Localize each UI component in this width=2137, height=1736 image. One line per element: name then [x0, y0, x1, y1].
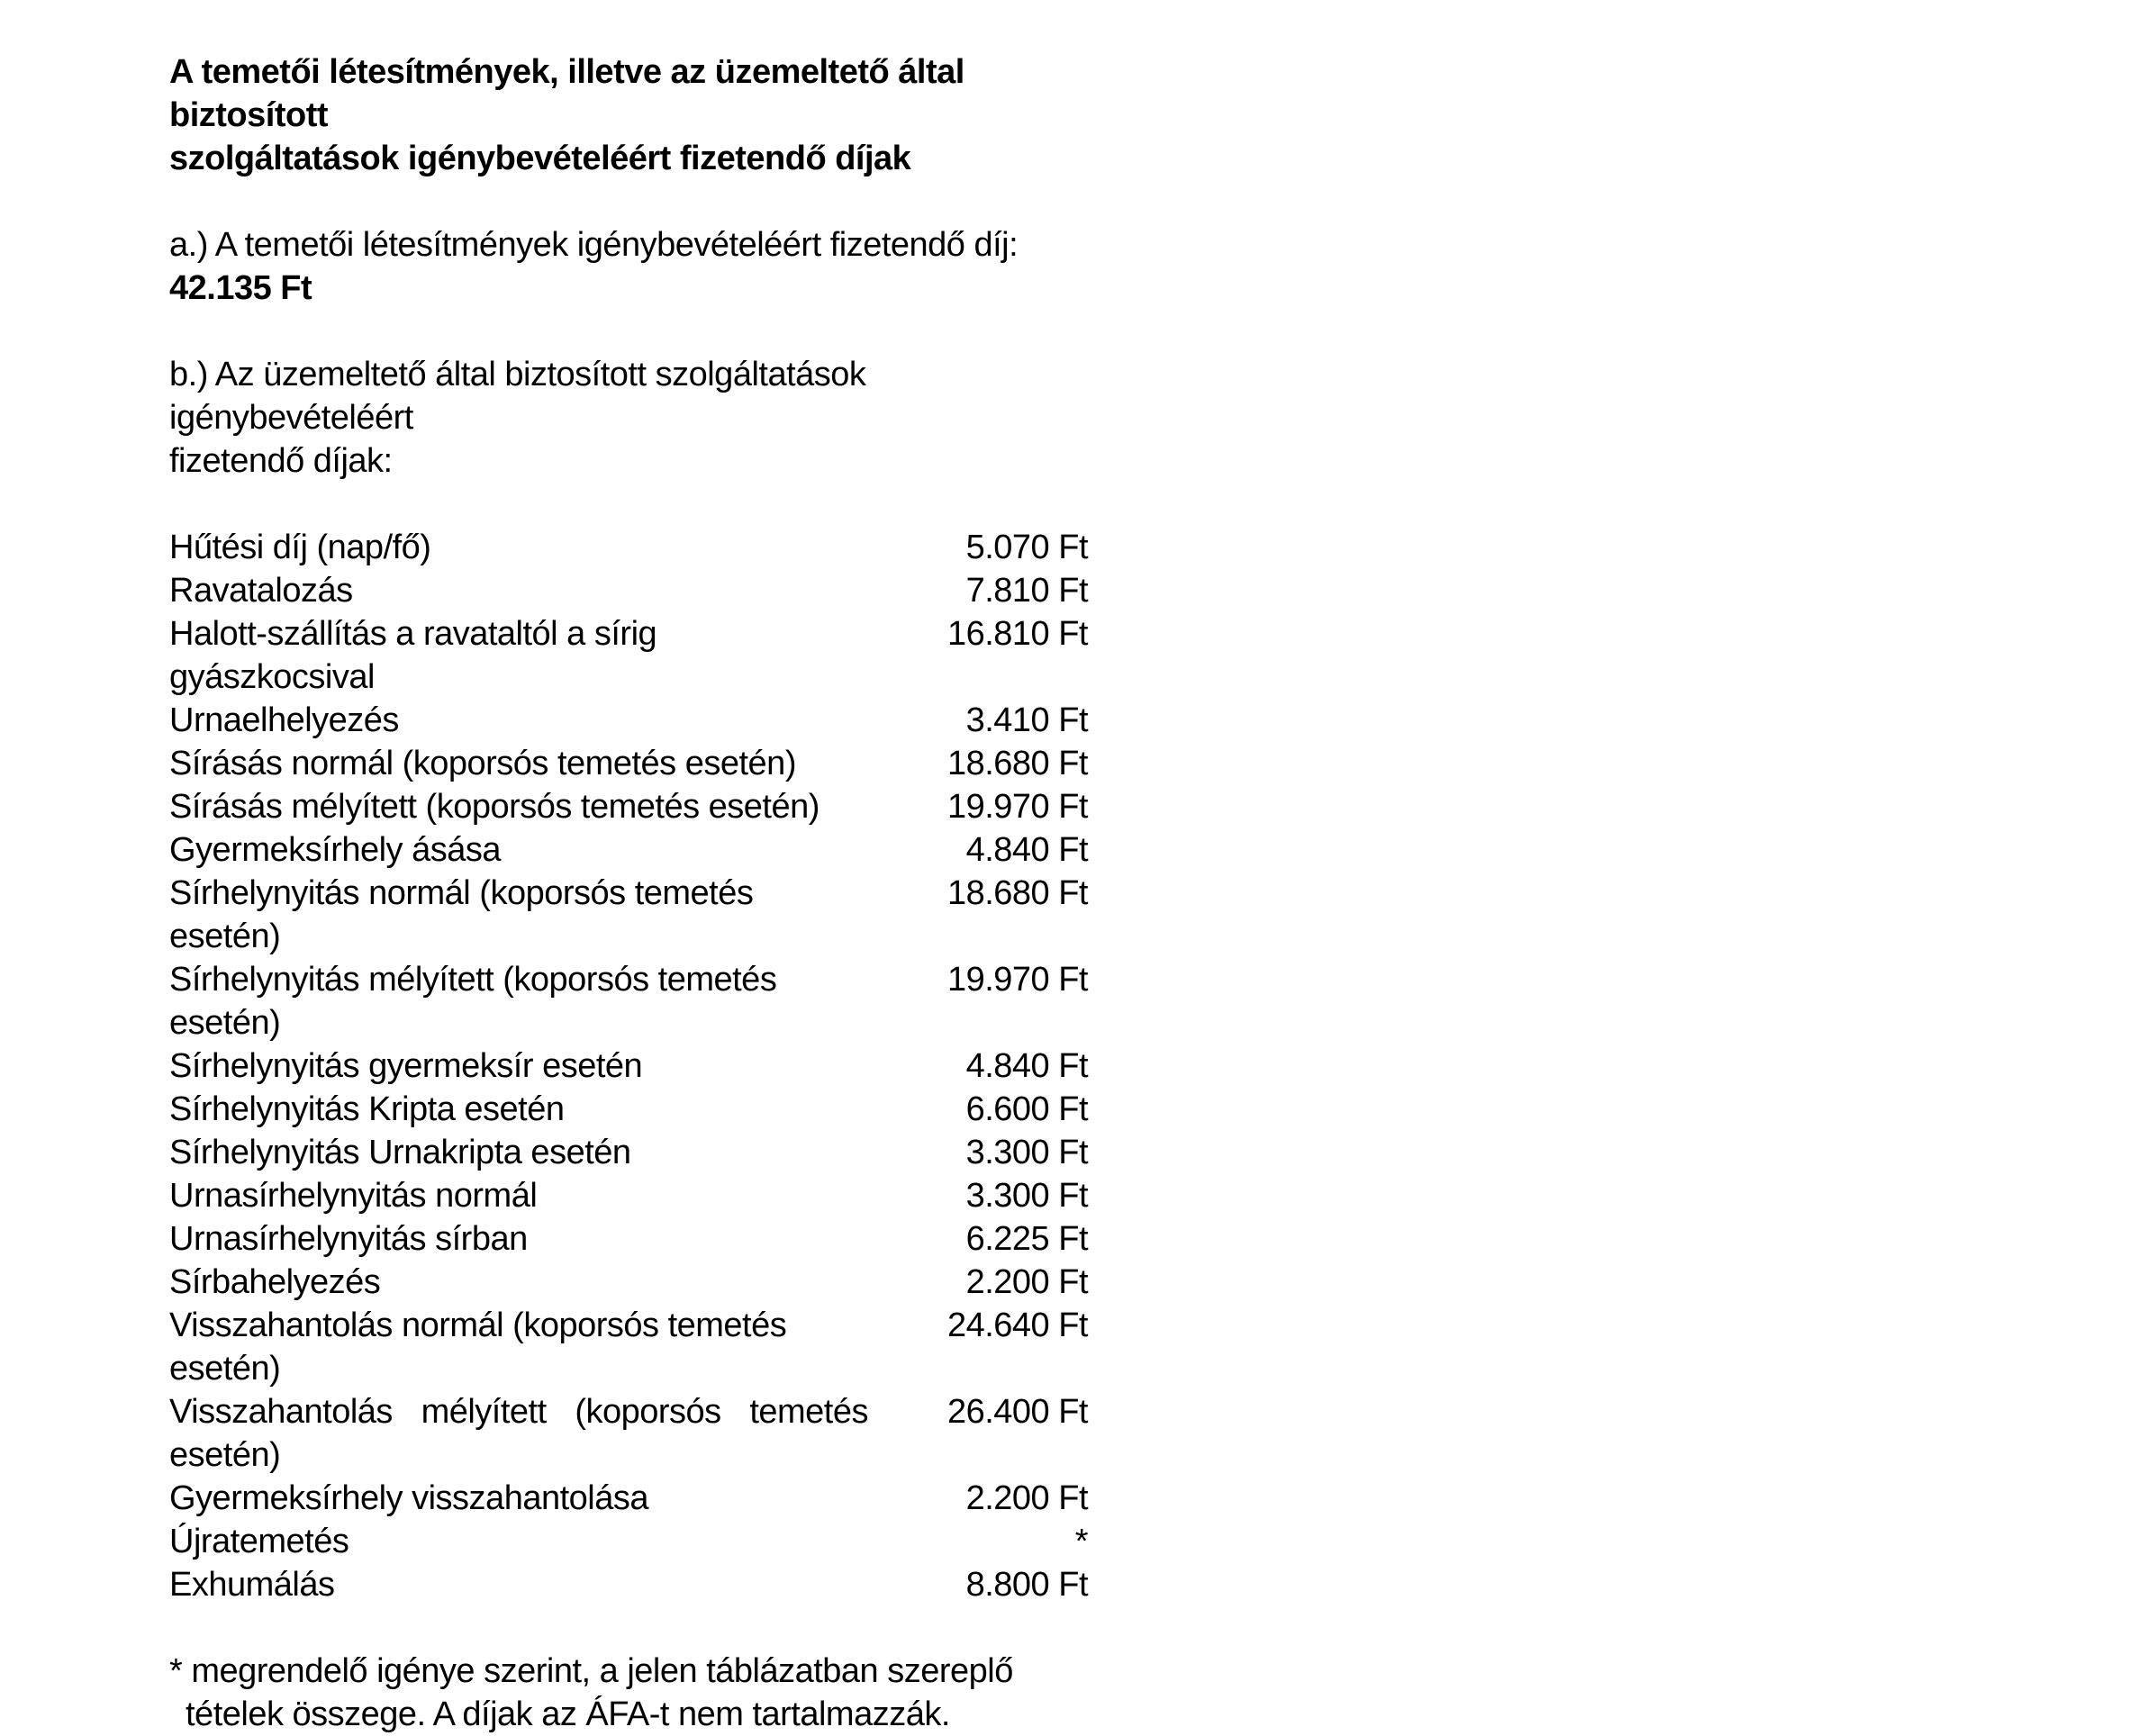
fee-row [169, 742, 1088, 785]
fee-label: Sírásás mélyített (koporsós temetés esetén) [169, 788, 819, 826]
fee-row [169, 699, 1088, 742]
fee-row [169, 1304, 1088, 1390]
fee-value: 6.600 Ft [965, 1090, 1088, 1128]
fee-label: Gyermeksírhely ásása [169, 831, 502, 869]
fee-value: 19.970 Ft [946, 961, 1088, 999]
fee-value: 3.300 Ft [965, 1177, 1088, 1215]
fee-row [169, 1520, 1088, 1563]
fee-label: Gyermeksírhely visszahantolása [169, 1479, 648, 1517]
title-line-2: szolgáltatások igénybevételéért fizetendő díjak [169, 140, 911, 177]
fee-label: Ravatalozás [169, 572, 353, 610]
fee-row [169, 1261, 1088, 1304]
section-b-line-2: fizetendő díjak: [169, 442, 393, 480]
fee-label: Urnasírhelynyitás normál [169, 1177, 538, 1215]
section-b [169, 353, 1097, 483]
fee-value: 18.680 Ft [946, 874, 1088, 912]
fee-value: 4.840 Ft [965, 1047, 1088, 1085]
fee-label: Hűtési díj (nap/fő) [169, 529, 431, 566]
fee-row [169, 1563, 1088, 1606]
fee-label: Sírásás normál (koporsós temetés esetén) [169, 745, 796, 782]
footnote: * megrendelő igénye szerint, a jelen táblázatban szereplő tételek összege. A díjak az ÁFA-t nem tartalmazzák. [169, 1652, 1013, 1733]
fee-row [169, 612, 1088, 699]
fee-label: Urnaelhelyezés [169, 701, 399, 739]
fee-row [169, 1477, 1088, 1520]
fee-label: Sírhelynyitás gyermeksír esetén [169, 1047, 643, 1085]
fee-label: Sírhelynyitás mélyített (koporsós temetés esetén) [169, 961, 777, 1042]
fee-label: Visszahantolás normál (koporsós temetés esetén) [169, 1307, 787, 1388]
fee-value: 24.640 Ft [946, 1307, 1088, 1344]
fee-label: Sírhelynyitás Urnakripta esetén [169, 1134, 631, 1171]
fee-label: Újratemetés [169, 1523, 349, 1560]
fee-value: * [1074, 1523, 1088, 1560]
section-a [169, 223, 1097, 310]
fee-row [169, 1131, 1088, 1174]
section-a-amount: 42.135 Ft [169, 269, 312, 307]
fee-value: 2.200 Ft [965, 1263, 1088, 1301]
fee-value: 16.810 Ft [946, 615, 1088, 653]
fee-row [169, 1217, 1088, 1261]
fee-label: Sírhelynyitás normál (koporsós temetés esetén) [169, 874, 754, 955]
fee-row [169, 785, 1088, 828]
fee-value: 2.200 Ft [965, 1479, 1088, 1517]
fee-label: Sírhelynyitás Kripta esetén [169, 1090, 565, 1128]
document-title [169, 50, 1097, 180]
fee-value: 26.400 Ft [946, 1393, 1088, 1431]
document-page [169, 50, 1097, 1736]
fee-row [169, 872, 1088, 958]
fee-label: Halott-szállítás a ravataltól a sírig gyászkocsival [169, 615, 657, 696]
section-b-line-1: b.) Az üzemeltető által biztosított szolgáltatások igénybevételéért [169, 356, 866, 437]
fee-table [169, 526, 1088, 1606]
title-line-1: A temetői létesítmények, illetve az üzemeltető által biztosított [169, 53, 964, 134]
fee-row [169, 569, 1088, 612]
fee-value: 8.800 Ft [965, 1566, 1088, 1604]
fee-row [169, 1390, 1088, 1477]
section-a-label: a.) A temetői létesítmények igénybevételéért fizetendő díj: [169, 226, 1019, 264]
fee-value: 6.225 Ft [965, 1220, 1088, 1258]
fee-value: 3.410 Ft [965, 701, 1088, 739]
fee-label: Visszahantolás mélyített (koporsós temetés esetén) [169, 1393, 868, 1474]
fee-row [169, 1088, 1088, 1131]
fee-row [169, 526, 1088, 569]
fee-value: 4.840 Ft [965, 831, 1088, 869]
fee-label: Sírbahelyezés [169, 1263, 381, 1301]
fee-value: 3.300 Ft [965, 1134, 1088, 1171]
fee-value: 18.680 Ft [946, 745, 1088, 782]
fee-value: 19.970 Ft [946, 788, 1088, 826]
fee-row [169, 1044, 1088, 1088]
fee-label: Exhumálás [169, 1566, 335, 1604]
fee-row [169, 958, 1088, 1044]
fee-row [169, 1174, 1088, 1217]
fee-label: Urnasírhelynyitás sírban [169, 1220, 528, 1258]
fee-value: 7.810 Ft [965, 572, 1088, 610]
fee-row [169, 828, 1088, 872]
fee-value: 5.070 Ft [965, 529, 1088, 566]
